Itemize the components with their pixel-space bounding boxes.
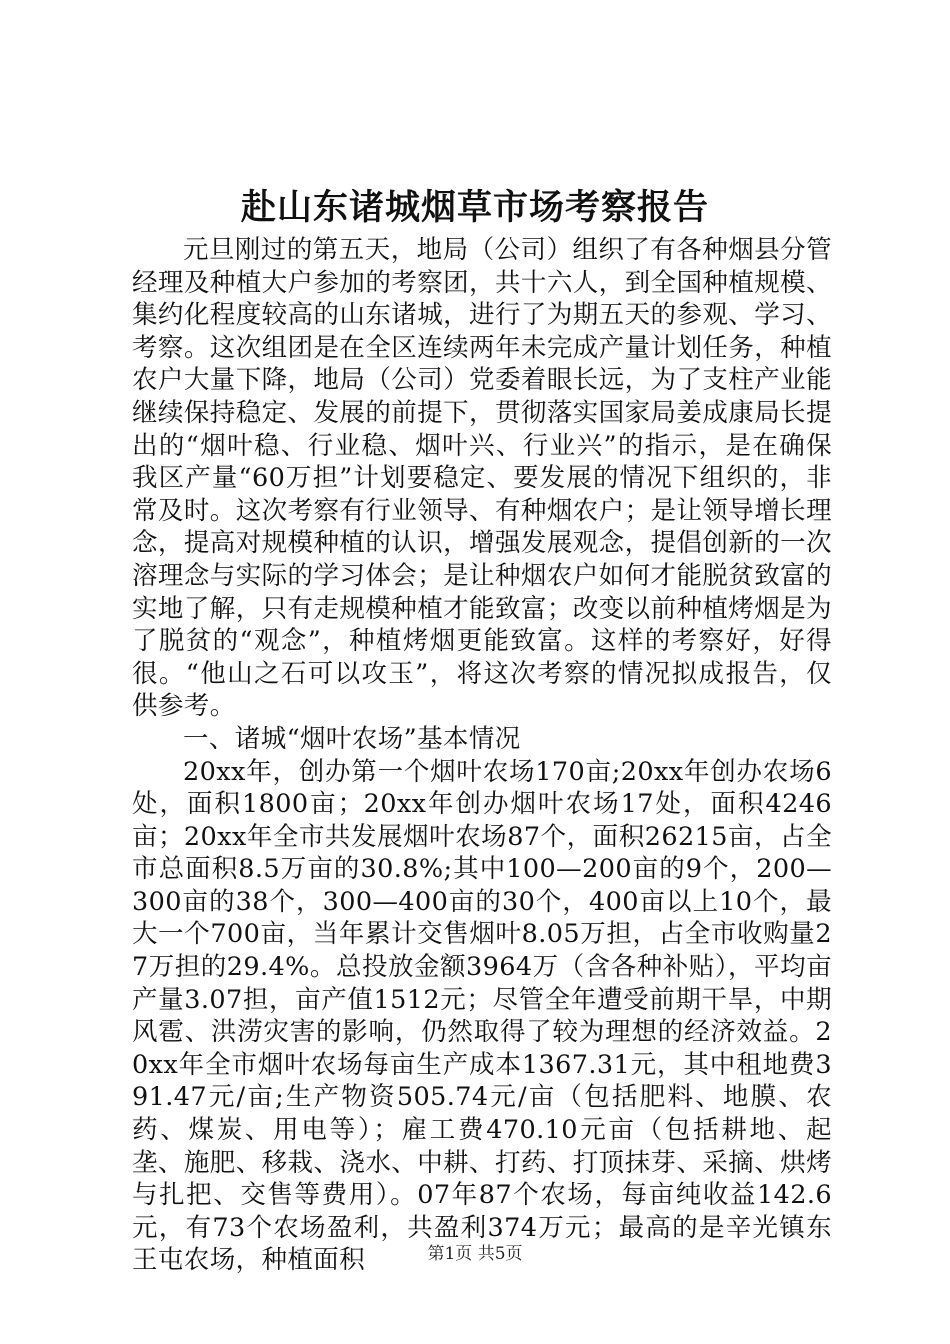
page-footer: 第1页 共5页	[427, 1244, 523, 1264]
paragraph-basic-situation: 20xx年，创办第一个烟叶农场170亩;20xx年创办农场6处，面积1800亩；20xx年创办烟叶农场17处，面积4246亩；20xx年全市共发展烟叶农场87个，面积26215亩，占全市总面积8.5万亩的30.8%;其中100—200亩的9个，200—300亩的38个，300—400亩的30个，400亩以上10个，最大一个700亩，当年累计交售烟叶8.05万担，占全市收购量27万担的29.4%。总投放金额3964万（含各种补贴），平均亩产量3.07担，亩产值1512元；尽管全年遭受前期干旱，中期风雹、洪涝灾害的影响，仍然取得了较为理想的经济效益。20xx年全市烟叶农场每亩生产成本1367.31元，其中租地费391.47元/亩;生产物资505.74元/亩（包括肥料、地膜、农药、煤炭、用电等）；雇工费470.10元亩（包括耕地、起垄、施肥、移栽、浇水、中耕、打药、打顶抹芽、采摘、烘烤与扎把、交售等费用）。07年87个农场，每亩纯收益142.6元，有73个农场盈利，共盈利374万元；最高的是辛光镇东王屯农场，种植面积	[132, 756, 832, 1276]
document-body	[132, 234, 832, 1277]
paragraph-intro: 元旦刚过的第五天，地局（公司）组织了有各种烟县分管经理及种植大户参加的考察团，共十六人，到全国种植规模、集约化程度较高的山东诸城，进行了为期五天的参观、学习、考察。这次组团是在全区连续两年未完成产量计划任务，种植农户大量下降，地局（公司）党委着眼长远，为了支柱产业能继续保持稳定、发展的前提下，贯彻落实国家局姜成康局长提出的“烟叶稳、行业稳、烟叶兴、行业兴”的指示，是在确保我区产量“60万担”计划要稳定、要发展的情况下组织的，非常及时。这次考察有行业领导、有种烟农户；是让领导增长理念，提高对规模种植的认识，增强发展观念，提倡创新的一次溶理念与实际的学习体会；是让种烟农户如何才能脱贫致富的实地了解，只有走规模种植才能致富；改变以前种植烤烟是为了脱贫的“观念”，种植烤烟更能致富。这样的考察好，好得很。“他山之石可以攻玉”，将这次考察的情况拟成报告，仅供参考。	[132, 235, 832, 722]
section-heading: 一、诸城“烟叶农场”基本情况	[183, 723, 521, 754]
document-title: 赴山东诸城烟草市场考察报告	[240, 187, 709, 228]
